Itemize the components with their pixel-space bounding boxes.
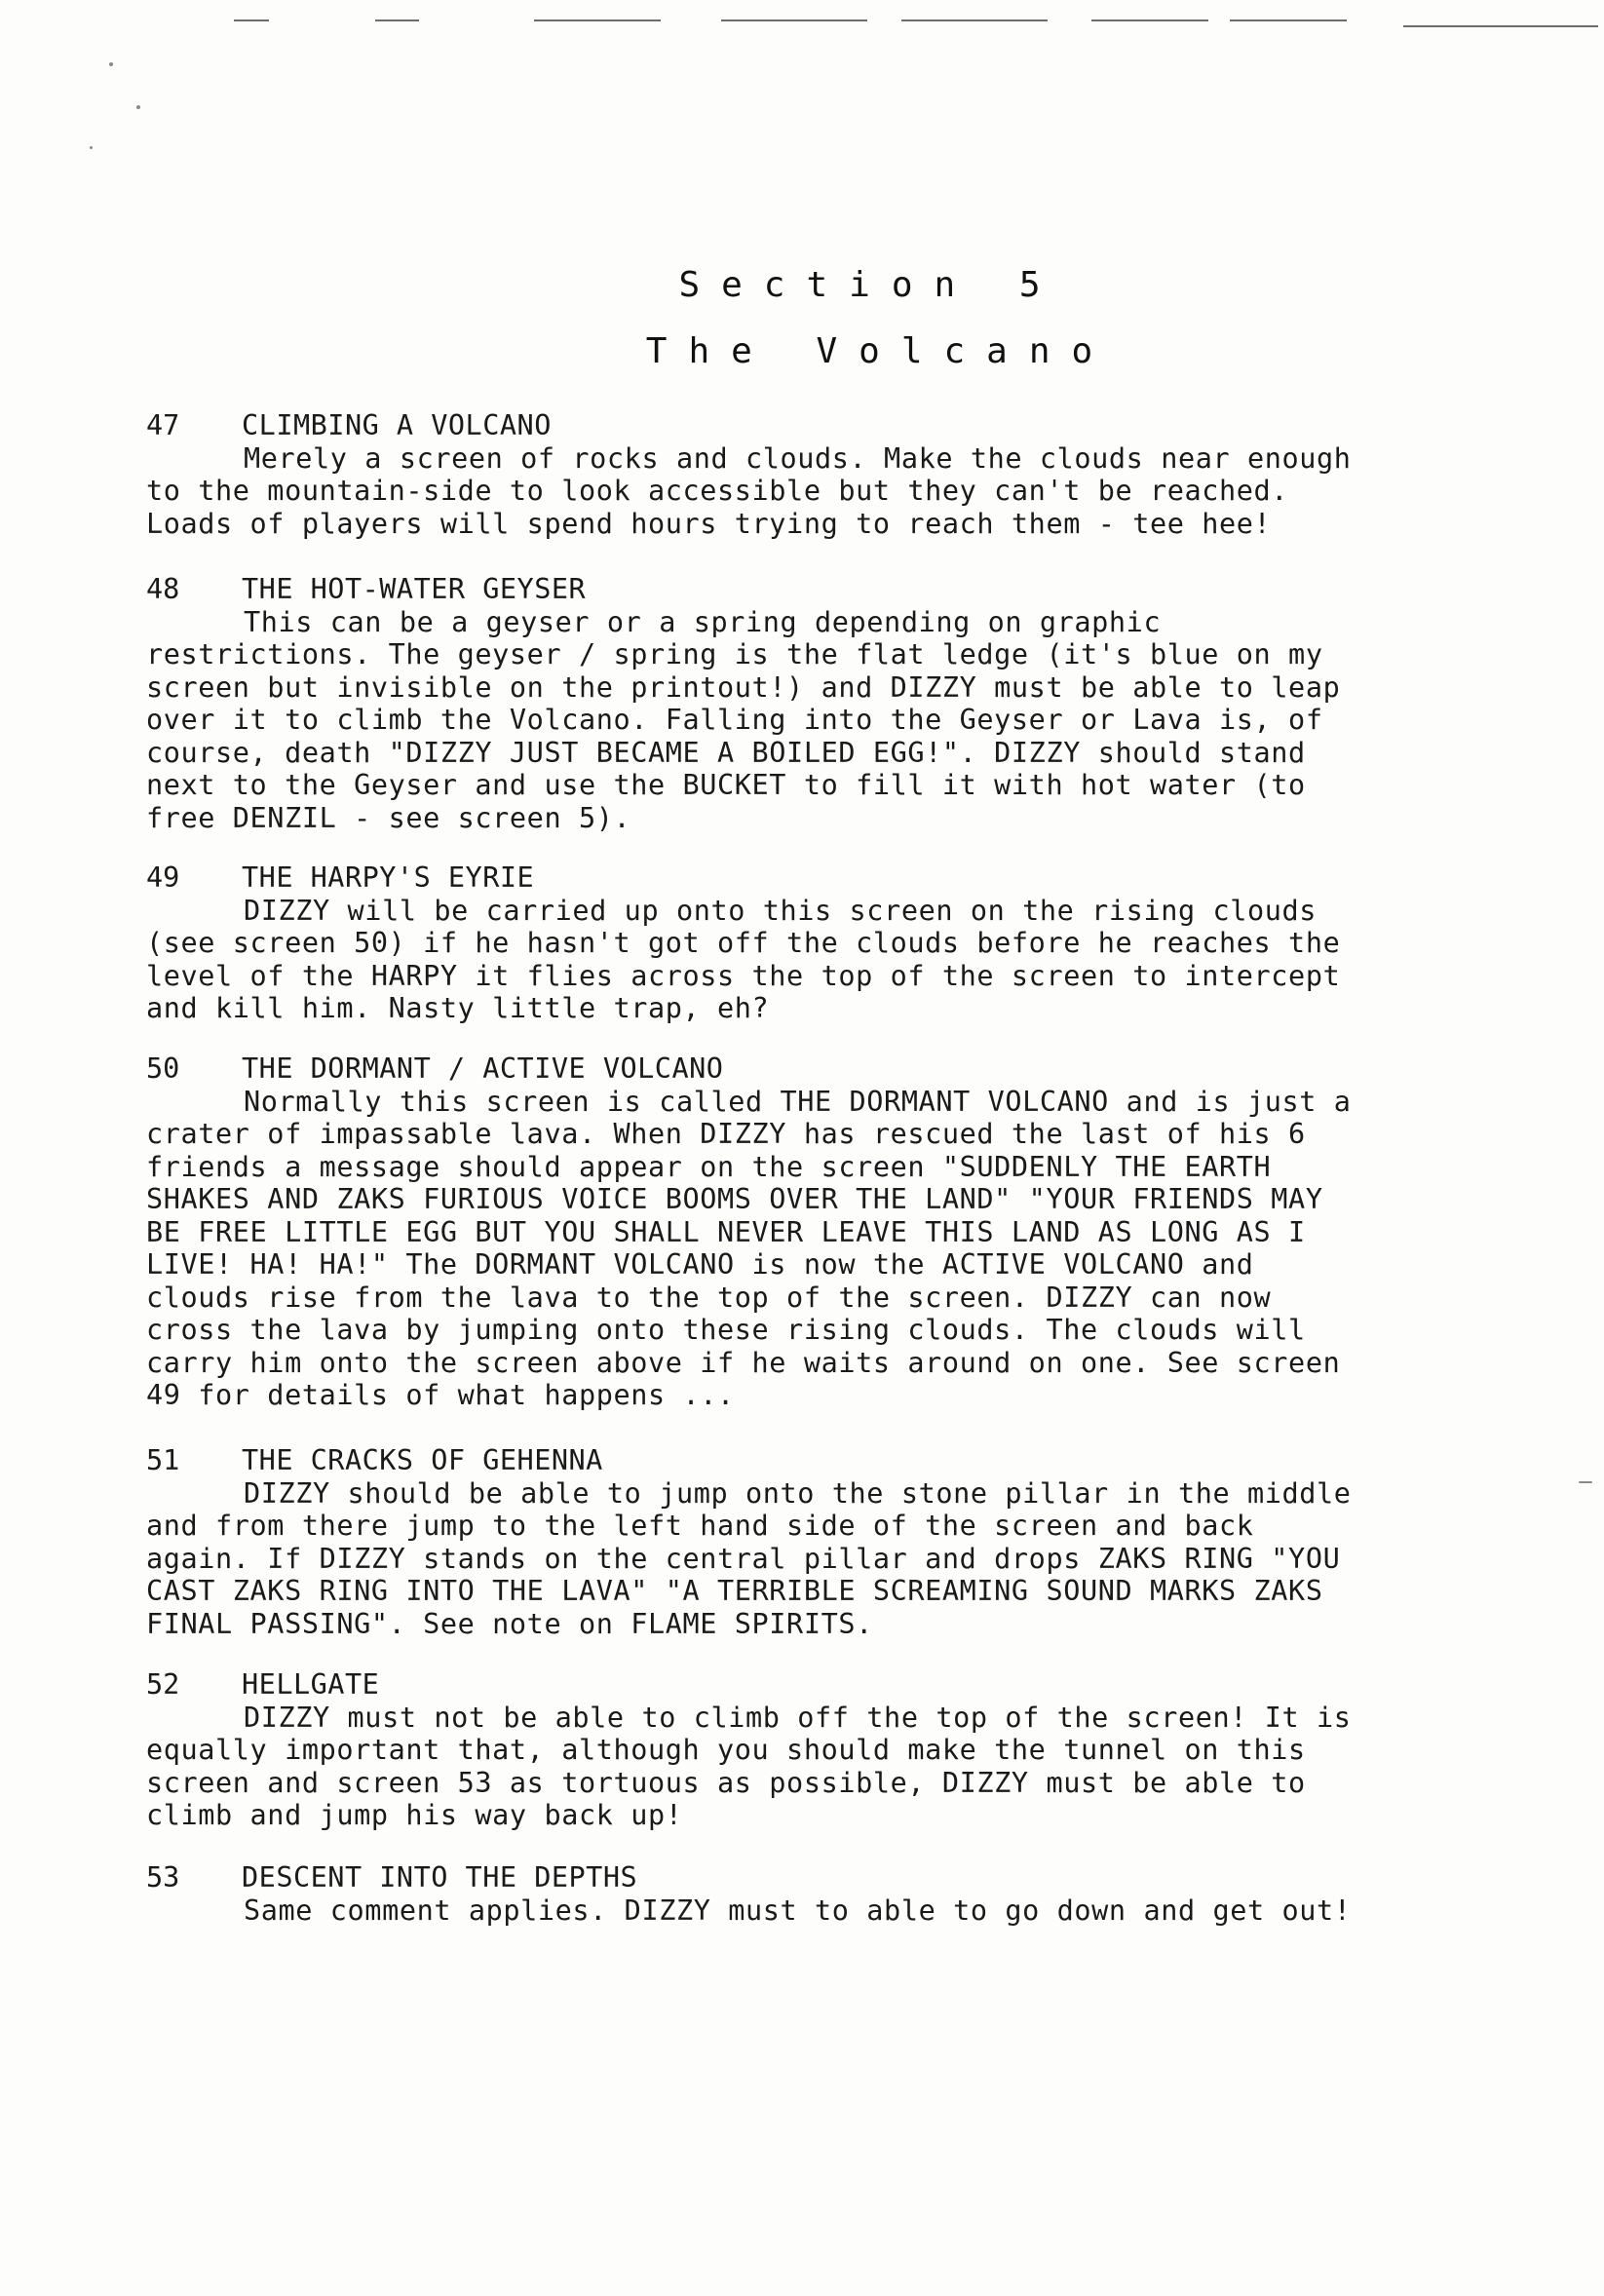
entry-body <box>146 1086 1510 1412</box>
entry-number: 48 <box>146 573 180 605</box>
entry-body <box>146 895 1510 1025</box>
entry-title: THE HOT-WATER GEYSER <box>242 573 587 605</box>
scan-speck <box>109 62 113 66</box>
scan-rule <box>234 19 269 21</box>
body-line: BE FREE LITTLE EGG BUT YOU SHALL NEVER LEAVE THIS LAND AS LONG AS I <box>146 1215 1306 1248</box>
body-line: clouds rise from the lava to the top of the screen. DIZZY can now <box>146 1281 1272 1314</box>
entry-heading <box>146 1052 1510 1086</box>
body-line: SHAKES AND ZAKS FURIOUS VOICE BOOMS OVER THE LAND" "YOUR FRIENDS MAY <box>146 1183 1323 1215</box>
entry-body <box>146 606 1510 835</box>
entry-51 <box>146 1444 1510 1640</box>
entry-title: THE DORMANT / ACTIVE VOLCANO <box>242 1052 724 1085</box>
body-line: DIZZY must not be able to climb off the top of the screen! It is <box>244 1701 1352 1734</box>
scan-rule <box>375 19 419 21</box>
body-line: crater of impassable lava. When DIZZY has rescued the last of his 6 <box>146 1118 1306 1150</box>
scan-speck <box>90 146 93 149</box>
body-line: over it to climb the Volcano. Falling into the Geyser or Lava is, of <box>146 704 1323 736</box>
entry-title: DESCENT INTO THE DEPTHS <box>242 1861 638 1894</box>
entry-number: 51 <box>146 1444 180 1476</box>
entry-48 <box>146 573 1510 834</box>
body-line: level of the HARPY it flies across the top of the screen to intercept <box>146 959 1341 992</box>
entry-number: 47 <box>146 409 180 441</box>
body-line: FINAL PASSING". See note on FLAME SPIRITS. <box>146 1607 873 1640</box>
body-line: friends a message should appear on the screen "SUDDENLY THE EARTH <box>146 1150 1272 1183</box>
entry-number: 50 <box>146 1052 180 1085</box>
entry-heading <box>146 1444 1510 1477</box>
body-line: DIZZY will be carried up onto this screen on the rising clouds <box>244 894 1318 927</box>
body-line: (see screen 50) if he hasn't got off the clouds before he reaches the <box>146 927 1341 959</box>
scan-speck <box>136 105 140 109</box>
body-line: restrictions. The geyser / spring is the flat ledge (it's blue on my <box>146 638 1323 670</box>
body-line: Normally this screen is called THE DORMANT VOLCANO and is just a <box>244 1085 1352 1118</box>
body-line: screen and screen 53 as tortuous as possible, DIZZY must be able to <box>146 1766 1306 1799</box>
entry-title: THE HARPY'S EYRIE <box>242 861 535 894</box>
entry-heading <box>146 1861 1510 1894</box>
entry-number: 49 <box>146 861 180 894</box>
scan-rule <box>721 19 867 21</box>
body-line: CAST ZAKS RING INTO THE LAVA" "A TERRIBLE SCREAMING SOUND MARKS ZAKS <box>146 1575 1323 1607</box>
body-line: 49 for details of what happens ... <box>146 1379 735 1411</box>
body-line: and from there jump to the left hand side of the screen and back <box>146 1510 1254 1542</box>
body-line: This can be a geyser or a spring depending on graphic <box>244 605 1162 638</box>
entry-heading <box>146 861 1510 895</box>
scan-rule <box>1230 19 1347 21</box>
body-line: free DENZIL - see screen 5). <box>146 801 631 834</box>
body-line: DIZZY should be able to jump onto the stone pillar in the middle <box>244 1476 1352 1510</box>
entry-heading <box>146 409 1510 442</box>
entry-number: 53 <box>146 1861 180 1894</box>
entry-body <box>146 442 1510 541</box>
entry-heading <box>146 1668 1510 1702</box>
entry-body <box>146 1702 1510 1832</box>
entry-52 <box>146 1668 1510 1832</box>
section-title: The Volcano <box>645 331 1115 371</box>
body-line: climb and jump his way back up! <box>146 1799 683 1831</box>
entry-body <box>146 1477 1510 1641</box>
scan-rule <box>1091 19 1208 21</box>
entry-number: 52 <box>146 1668 180 1701</box>
entry-body <box>146 1894 1510 1928</box>
entry-47 <box>146 409 1510 540</box>
section-label: Section 5 <box>678 265 1062 305</box>
body-line: cross the lava by jumping onto these rising clouds. The clouds will <box>146 1314 1306 1346</box>
body-line: screen but invisible on the printout!) and DIZZY must be able to leap <box>146 670 1341 704</box>
entry-title: CLIMBING A VOLCANO <box>242 409 552 441</box>
entry-53 <box>146 1861 1510 1927</box>
scan-rule <box>534 19 661 21</box>
body-line: equally important that, although you should make the tunnel on this <box>146 1734 1306 1766</box>
body-line: carry him onto the screen above if he waits around on one. See screen <box>146 1346 1341 1379</box>
body-line: LIVE! HA! HA!" The DORMANT VOLCANO is now the ACTIVE VOLCANO and <box>146 1248 1254 1281</box>
entry-heading <box>146 573 1510 606</box>
scan-rule <box>901 19 1048 21</box>
body-line: Loads of players will spend hours trying to reach them - tee hee! <box>146 507 1272 540</box>
scan-speck <box>1579 1481 1592 1483</box>
entry-49 <box>146 861 1510 1025</box>
scan-rule <box>1403 25 1598 27</box>
body-line: next to the Geyser and use the BUCKET to fill it with hot water (to <box>146 769 1306 801</box>
entry-title: HELLGATE <box>242 1668 380 1701</box>
body-line: to the mountain-side to look accessible but they can't be reached. <box>146 475 1289 507</box>
body-line: and kill him. Nasty little trap, eh? <box>146 992 770 1024</box>
body-line: course, death "DIZZY JUST BECAME A BOILED EGG!". DIZZY should stand <box>146 736 1306 769</box>
body-line: Merely a screen of rocks and clouds. Make the clouds near enough <box>244 441 1352 475</box>
body-line: Same comment applies. DIZZY must to able to go down and get out! <box>244 1894 1352 1927</box>
entry-50 <box>146 1052 1510 1412</box>
body-line: again. If DIZZY stands on the central pillar and drops ZAKS RING "YOU <box>146 1542 1341 1575</box>
entry-title: THE CRACKS OF GEHENNA <box>242 1444 603 1476</box>
